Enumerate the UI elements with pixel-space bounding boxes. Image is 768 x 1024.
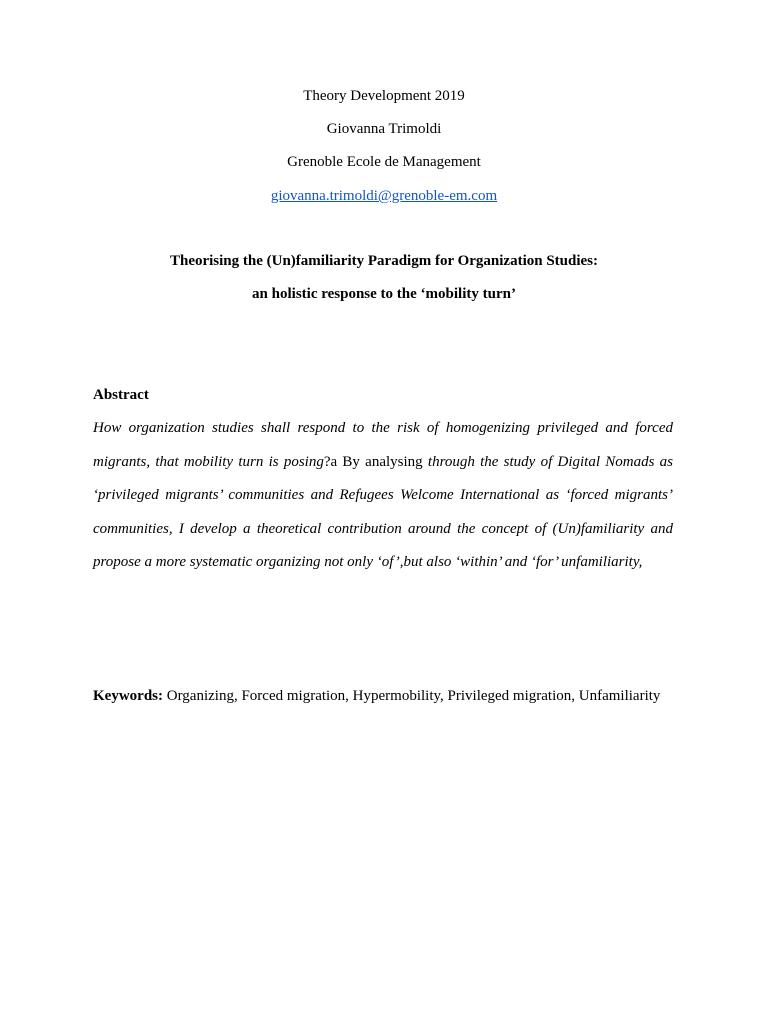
keywords-list: Organizing, Forced migration, Hypermobility, Privileged migration, Unfamiliarity [166,688,661,704]
keywords-label: Keywords: [93,688,163,704]
paper-title-line-1: Theorising the (Un)familiarity Paradigm for Organization Studies: [169,253,599,269]
email-link[interactable]: giovanna.trimoldi@grenoble-em.com [270,188,498,204]
abstract-segment-2: ?a By analysing [323,453,428,470]
abstract-segment-1: How organization studies shall respond to the risk of homogenizing privileged and forced migrants, that mobility turn is posing [93,420,673,470]
author-name: Giovanna Trimoldi [326,121,442,137]
institution-name: Grenoble Ecole de Management [287,154,481,170]
keywords-paragraph [93,680,673,714]
course-title: Theory Development 2019 [303,88,465,104]
email-line [0,187,768,205]
abstract-segment-3: through the study of Digital Nomads as ‘privileged migrants’ communities and Refugees Welcome International as ‘forced migrants’ communities, I develop a theoretical contribution around the concept of (Un)familiarity and propose a more systematic organizing not only ‘of’,but also ‘within’ and ‘for’ unfamiliarity, [93,453,674,570]
paper-title-line-2: an holistic response to the ‘mobility turn’ [252,286,516,302]
abstract-heading: Abstract [93,387,149,403]
abstract-body [93,412,673,580]
